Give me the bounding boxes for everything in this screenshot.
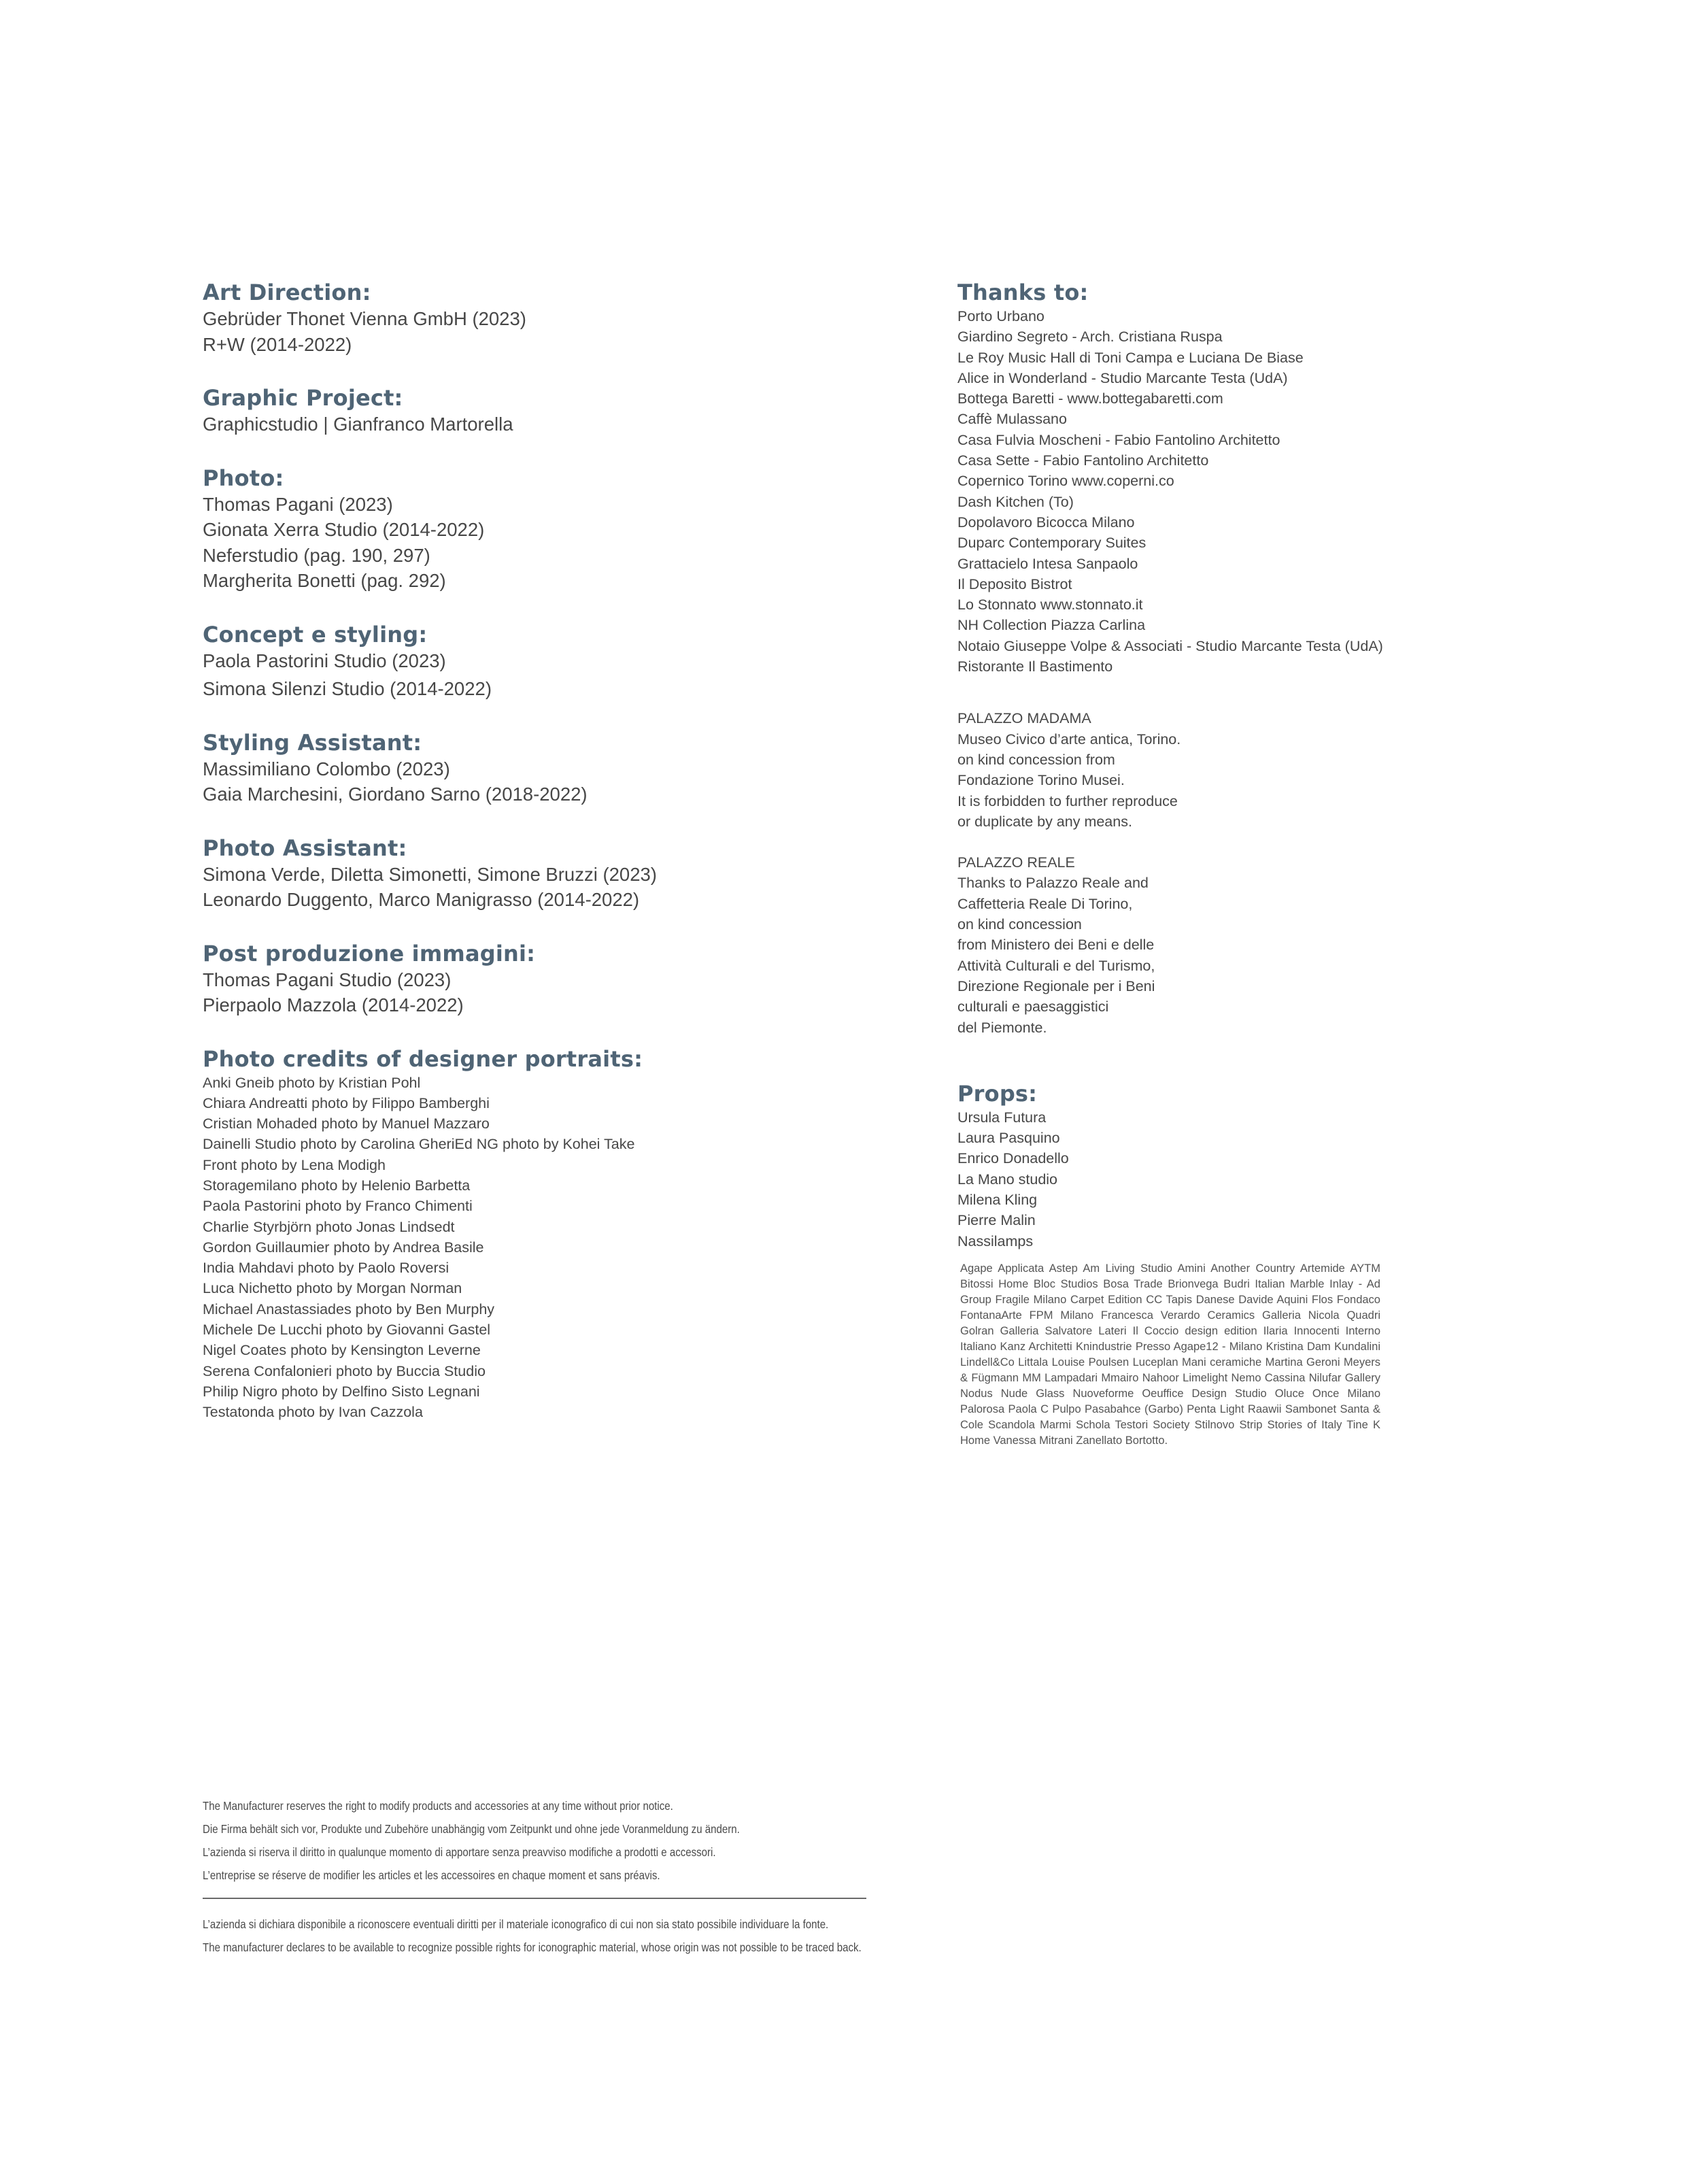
portrait-credit-line: Serena Confalonieri photo by Buccia Studio: [203, 1362, 486, 1379]
portrait-credit-line: Testatonda photo by Ivan Cazzola: [203, 1404, 423, 1421]
photo-assistant-heading: Photo Assistant:: [203, 835, 407, 861]
portrait-credit-line: Storagemilano photo by Helenio Barbetta: [203, 1177, 471, 1194]
photo-credits-section: [203, 1045, 917, 1423]
portrait-credit-line: Luca Nichetto photo by Morgan Norman: [203, 1280, 462, 1297]
palazzo-madama-line: or duplicate by any means.: [957, 813, 1132, 830]
thanks-line: Dash Kitchen (To): [957, 493, 1074, 510]
palazzo-reale-line: Thanks to Palazzo Reale and: [957, 875, 1149, 892]
credit-line: Simona Silenzi Studio (2014-2022): [203, 678, 492, 699]
thanks-list: [957, 306, 1515, 677]
thanks-line: Giardino Segreto - Arch. Cristiana Ruspa: [957, 329, 1223, 346]
portrait-credit-line: Front photo by Lena Modigh: [203, 1156, 386, 1173]
portrait-credit-line: Dainelli Studio photo by Carolina GheriEd NG photo by Kohei Take: [203, 1136, 635, 1153]
brands-paragraph: Agape Applicata Astep Am Living Studio Amini Another Country Artemide AYTM Bitossi Home Bloc Studios Bosa Trade Brionvega Budri Italian Marble Inlay - Ad Group Fragile Milano Carpet Edition CC Tapis Danese Davide Aquini Flos Fondaco FontanaArte FPM Milano Francesca Verardo Ceramics Galleria Nicola Quadri Golran Galleria Salvatore Lateri Il Coccio design edition Ilaria Innocenti Interno Italiano Kanz Architetti Knindustrie Presso Agape12 - Milano Kristina Dam Kundalini Lindell&Co Littala Louise Poulsen Luceplan Mani ceramiche Martina Geroni Meyers & Fügmann MM Lampadari Mmairo Nahoor Limelight Nemo Cassina Nilufar Gallery Nodus Nude Glass Nuoveforme Oeuffice Design Studio Oluce Once Milano Palorosa Paola C Pulpo Pasabahce (Garbo) Penta Light Raawii Sambonet Santa & Cole Scandola Marmi Schola Testori Society Stilnovo Strip Stories of Italy Tine K Home Vanessa Mitrani Zanellato Bortotto.: [960, 1262, 1380, 1447]
palazzo-reale-list: [957, 852, 1515, 1038]
styling-assistant-section: [203, 729, 917, 807]
thanks-heading: Thanks to:: [957, 280, 1089, 305]
palazzo-reale-line: Attività Culturali e del Turismo,: [957, 957, 1155, 974]
thanks-line: Il Deposito Bistrot: [957, 575, 1072, 592]
credit-line: Margherita Bonetti (pag. 292): [203, 570, 446, 591]
thanks-line: Alice in Wonderland - Studio Marcante Testa (UdA): [957, 369, 1288, 386]
credit-line: Massimiliano Colombo (2023): [203, 758, 450, 779]
portrait-credit-line: Michael Anastassiades photo by Ben Murphy: [203, 1300, 495, 1317]
palazzo-reale-line: Direzione Regionale per i Beni: [957, 977, 1155, 994]
thanks-line: Lo Stonnato www.stonnato.it: [957, 597, 1143, 614]
thanks-line: Ristorante Il Bastimento: [957, 658, 1113, 675]
palazzo-reale-line: del Piemonte.: [957, 1019, 1047, 1036]
photo-credits-list: [203, 1073, 917, 1423]
credit-line: Gebrüder Thonet Vienna GmbH (2023): [203, 308, 526, 329]
post-produzione-list: [203, 967, 917, 1018]
credit-line: Neferstudio (pag. 190, 297): [203, 544, 430, 566]
props-section: [957, 1080, 1515, 1449]
palazzo-madama-list: [957, 708, 1515, 832]
props-line: Nassilamps: [957, 1232, 1034, 1249]
thanks-line: Duparc Contemporary Suites: [957, 535, 1147, 552]
photo-assistant-section: [203, 835, 917, 913]
photo-list: [203, 492, 917, 594]
portrait-credit-line: Nigel Coates photo by Kensington Leverne: [203, 1342, 481, 1359]
portrait-credit-line: India Mahdavi photo by Paolo Roversi: [203, 1260, 449, 1277]
portrait-credit-line: Cristian Mohaded photo by Manuel Mazzaro: [203, 1115, 490, 1132]
rights-line-en: The manufacturer declares to be available to recognize possible rights for iconographic material, whose origin was not possible to be traced back.: [203, 1941, 862, 1954]
photo-section: [203, 465, 917, 594]
legal-footer: [203, 1794, 883, 1959]
thanks-line: Casa Sette - Fabio Fantolino Architetto: [957, 452, 1209, 469]
credit-line: Thomas Pagani Studio (2023): [203, 969, 452, 990]
palazzo-madama-line: Museo Civico d’arte antica, Torino.: [957, 730, 1181, 747]
footer-divider: [203, 1898, 866, 1899]
portrait-credit-line: Paola Pastorini photo by Franco Chimenti: [203, 1198, 473, 1215]
thanks-line: Copernico Torino www.coperni.co: [957, 473, 1174, 490]
art-direction-heading: Art Direction:: [203, 280, 371, 305]
palazzo-reale-line: on kind concession: [957, 916, 1082, 933]
credit-line: Leonardo Duggento, Marco Manigrasso (2014-2022): [203, 889, 640, 910]
palazzo-madama-line: PALAZZO MADAMA: [957, 710, 1091, 727]
thanks-line: Caffè Mulassano: [957, 411, 1067, 428]
credits-left-column: [203, 279, 917, 1423]
props-line: Milena Kling: [957, 1191, 1038, 1208]
concept-styling-heading: Concept e styling:: [203, 621, 428, 648]
graphic-project-section: [203, 384, 917, 437]
palazzo-reale-line: from Ministero dei Beni e delle: [957, 937, 1155, 954]
credit-line: Simona Verde, Diletta Simonetti, Simone Bruzzi (2023): [203, 863, 657, 885]
credit-line: Gionata Xerra Studio (2014-2022): [203, 519, 485, 540]
art-direction-section: [203, 279, 917, 357]
thanks-line: Notaio Giuseppe Volpe & Associati - Studio Marcante Testa (UdA): [957, 637, 1383, 654]
props-line: Pierre Malin: [957, 1212, 1036, 1229]
graphic-project-heading: Graphic Project:: [203, 385, 403, 411]
portrait-credit-line: Gordon Guillaumier photo by Andrea Basile: [203, 1239, 484, 1256]
portrait-credit-line: Charlie Styrbjörn photo Jonas Lindsedt: [203, 1218, 455, 1235]
post-produzione-section: [203, 940, 917, 1018]
rights-line-it: L’azienda si dichiara disponibile a riconoscere eventuali diritti per il materiale iconografico di cui non sia stato possibile individuare la fonte.: [203, 1917, 829, 1931]
credit-line: Gaia Marchesini, Giordano Sarno (2018-2022): [203, 784, 588, 805]
thanks-line: Porto Urbano: [957, 308, 1045, 324]
credit-line: Paola Pastorini Studio (2023): [203, 650, 446, 671]
thanks-line: Bottega Baretti - www.bottegabaretti.com: [957, 390, 1223, 407]
palazzo-reale-line: culturali e paesaggistici: [957, 998, 1109, 1015]
palazzo-madama-section: [957, 708, 1515, 832]
credits-right-column: [957, 279, 1515, 1460]
thanks-line: NH Collection Piazza Carlina: [957, 617, 1146, 634]
notice-line-en: The Manufacturer reserves the right to modify products and accessories at any time without prior notice.: [203, 1799, 673, 1813]
palazzo-reale-section: [957, 852, 1515, 1038]
thanks-line: Casa Fulvia Moscheni - Fabio Fantolino Architetto: [957, 431, 1280, 448]
thanks-line: Grattacielo Intesa Sanpaolo: [957, 555, 1138, 572]
palazzo-madama-line: Fondazione Torino Musei.: [957, 772, 1125, 789]
props-line: Enrico Donadello: [957, 1150, 1069, 1167]
photo-credits-heading: Photo credits of designer portraits:: [203, 1045, 643, 1072]
notice-line-it: L’azienda si riserva il diritto in qualunque momento di apportare senza preavviso modifiche a prodotti e accessori.: [203, 1845, 716, 1859]
portrait-credit-line: Chiara Andreatti photo by Filippo Bamberghi: [203, 1094, 490, 1111]
art-direction-list: [203, 306, 917, 357]
portrait-credit-line: Anki Gneib photo by Kristian Pohl: [203, 1074, 421, 1091]
post-produzione-heading: Post produzione immagini:: [203, 940, 536, 967]
photo-heading: Photo:: [203, 465, 284, 491]
props-line: Laura Pasquino: [957, 1130, 1060, 1147]
notice-line-fr: L’entreprise se réserve de modifier les articles et les accessoires en chaque moment et sans préavis.: [203, 1868, 660, 1882]
palazzo-madama-line: It is forbidden to further reproduce: [957, 792, 1178, 809]
palazzo-madama-line: on kind concession from: [957, 751, 1115, 768]
notice-line-de: Die Firma behält sich vor, Produkte und Zubehöre unabhängig vom Zeitpunkt und ohne jede Voranmeldung zu ändern.: [203, 1822, 740, 1836]
styling-assistant-heading: Styling Assistant:: [203, 729, 422, 756]
thanks-line: Dopolavoro Bicocca Milano: [957, 514, 1135, 531]
thanks-line: Le Roy Music Hall di Toni Campa e Luciana De Biase: [957, 349, 1304, 366]
portrait-credit-line: Michele De Lucchi photo by Giovanni Gastel: [203, 1322, 491, 1339]
palazzo-reale-line: PALAZZO REALE: [957, 854, 1075, 871]
thanks-section: [957, 279, 1515, 677]
styling-assistant-list: [203, 756, 917, 807]
portrait-credit-line: Philip Nigro photo by Delfino Sisto Legnani: [203, 1383, 480, 1400]
props-line: Ursula Futura: [957, 1109, 1047, 1126]
props-line: La Mano studio: [957, 1171, 1058, 1188]
photo-assistant-list: [203, 862, 917, 913]
concept-styling-section: [203, 621, 917, 702]
concept-styling-list: [203, 648, 917, 702]
graphic-project-list: [203, 411, 917, 437]
credit-line: R+W (2014-2022): [203, 333, 352, 355]
credit-line: Pierpaolo Mazzola (2014-2022): [203, 994, 464, 1015]
props-heading: Props:: [957, 1080, 1038, 1107]
props-list: [957, 1107, 1515, 1251]
credit-line: Graphicstudio | Gianfranco Martorella: [203, 414, 513, 435]
palazzo-reale-line: Caffetteria Reale Di Torino,: [957, 895, 1133, 912]
credit-line: Thomas Pagani (2023): [203, 493, 393, 515]
